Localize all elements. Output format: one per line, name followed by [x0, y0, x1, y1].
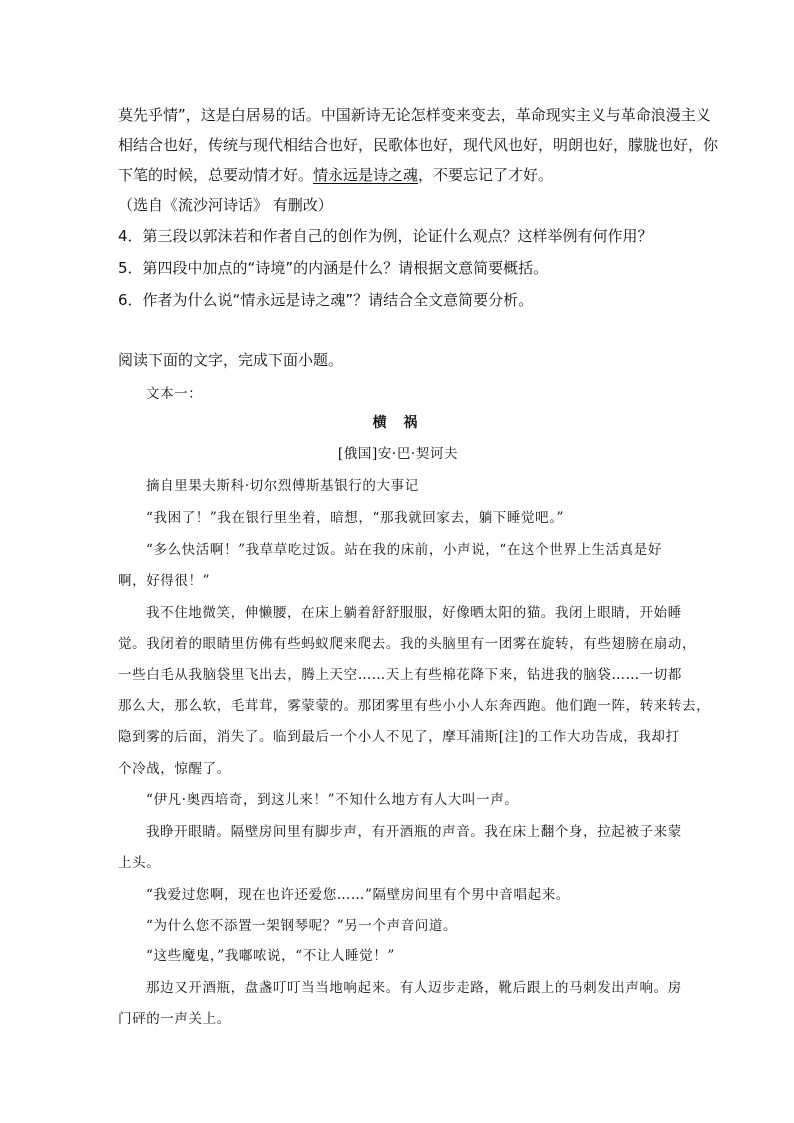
story-paragraph: 啊，好得很！”: [118, 573, 211, 589]
story-paragraph: “伊凡·奥西培奇，到这儿来！”不知什么地方有人大叫一声。: [146, 792, 519, 808]
story-title: 横 祸: [372, 415, 424, 431]
story-paragraph: “这些魔鬼，”我嘟哝说，“不让人睡觉！”: [146, 948, 395, 964]
story-paragraph: “为什么您不添置一架钢琴呢？”另一个声音问道。: [146, 918, 458, 934]
story-author: [俄国]安·巴·契诃夫: [337, 446, 459, 462]
question-5: 5．第四段中加点的“诗境”的内涵是什么？请根据文意简要概括。: [118, 259, 549, 277]
text-label: 文本一：: [146, 386, 203, 402]
underlined-thesis: 情永远是诗之魂: [313, 166, 419, 184]
reading-instruction: 阅读下面的文字，完成下面小题。: [118, 351, 344, 369]
essay-line-3: [118, 165, 678, 185]
story-paragraph: 个冷战，惊醒了。: [118, 761, 231, 777]
story-paragraph: 摘自里果夫斯科·切尔烈傅斯基银行的大事记: [146, 478, 419, 494]
story-paragraph: 那边又开酒瓶，盘盏叮叮当当地响起来。有人迈步走路，靴后跟上的马刺发出声响。房: [146, 980, 682, 996]
story-paragraph: “我爱过您啊，现在也许还爱您……”隔壁房间里有个男中音唱起来。: [146, 887, 570, 903]
essay-line-2: 相结合也好，传统与现代相结合也好，民歌体也好，现代风也好，明朗也好，朦胧也好，你: [118, 136, 719, 154]
essay-line-3-start: 下笔的时候，总要动情才好。: [118, 166, 314, 184]
story-paragraph: 那么大，那么软，毛茸茸，雾蒙蒙的。那团雾里有些小小人东奔西跑。他们跑一阵，转来转去，: [118, 698, 711, 714]
essay-source: （选自《流沙河诗话》 有删改）: [118, 196, 333, 214]
story-paragraph: “多么快活啊！”我草草吃过饭。站在我的床前，小声说，“在这个世界上生活真是好: [146, 542, 663, 558]
story-paragraph: 觉。我闭着的眼睛里仿佛有些蚂蚁爬来爬去。我的头脑里有一团雾在旋转，有些翅膀在扇动，: [118, 636, 697, 652]
story-paragraph: 上头。: [118, 855, 161, 871]
story-paragraph: 一些白毛从我脑袋里飞出去，腾上天空……天上有些棉花降下来，钻进我的脑袋……一切都: [118, 667, 682, 683]
story-paragraph: 隐到雾的后面，消失了。临到最后一个小人不见了，摩耳浦斯[注]的工作大功告成，我却打: [118, 729, 680, 745]
story-paragraph: 我不住地微笑，伸懒腰，在床上躺着舒舒服服，好像晒太阳的猫。我闭上眼睛，开始睡: [146, 605, 682, 621]
question-6: 6．作者为什么说“情永远是诗之魂”？请结合全文意简要分析。: [118, 291, 534, 309]
story-paragraph: 我睁开眼睛。隔壁房间里有脚步声，有开酒瓶的声音。我在床上翻个身，拉起被子来蒙: [146, 824, 682, 840]
story-paragraph: 门砰的一声关上。: [118, 1011, 231, 1027]
essay-line-3-end: ，不要忘记了才好。: [418, 166, 554, 184]
question-4: 4．第三段以郭沫若和作者自己的创作为例，论证什么观点？这样举例有何作用？: [118, 227, 653, 245]
essay-line-1: 莫先乎情”，这是白居易的话。中国新诗无论怎样变来变去，革命现实主义与革命浪漫主义: [118, 106, 711, 124]
story-paragraph: “我困了！”我在银行里坐着，暗想，“那我就回家去，躺下睡觉吧。”: [146, 510, 565, 526]
